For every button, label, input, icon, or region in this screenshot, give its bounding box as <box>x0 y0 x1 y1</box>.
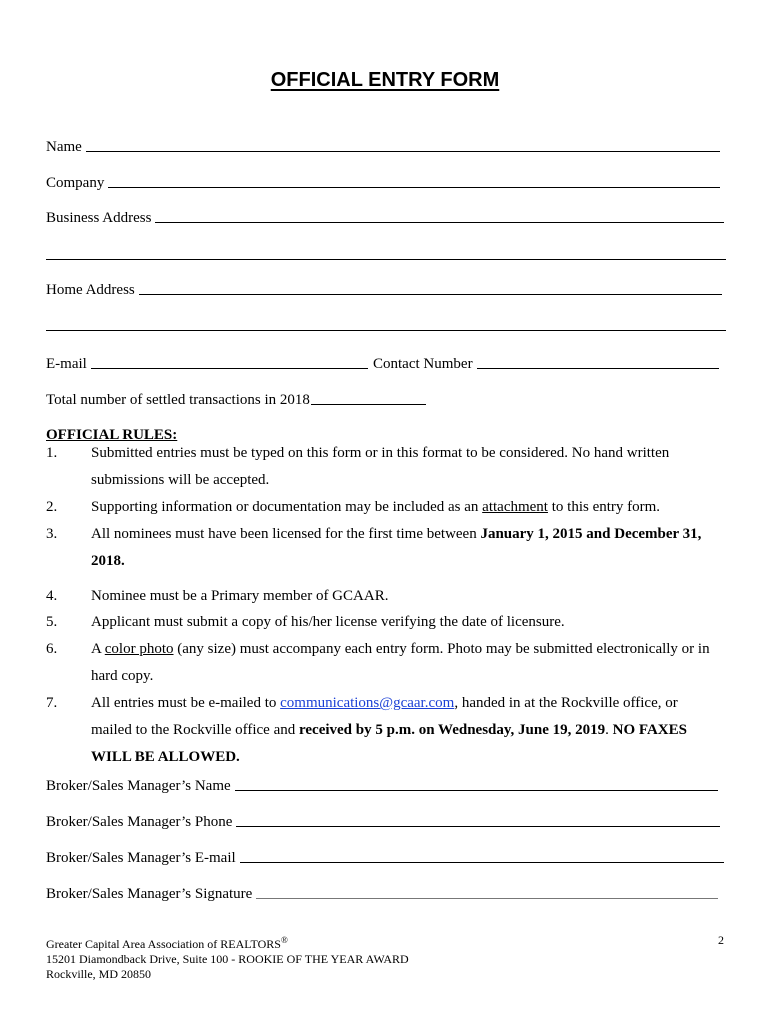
footer-address <box>46 933 409 982</box>
company-line[interactable] <box>108 187 720 188</box>
footer-street: 15201 Diamondback Drive, Suite 100 - ROOKIE OF THE YEAR AWARD <box>46 952 409 966</box>
business-address-line-2[interactable] <box>46 259 726 260</box>
home-address-label: Home Address <box>46 282 135 298</box>
contact-number-label: Contact Number <box>373 356 473 372</box>
license-dates: January 1, 2015 and December 31, 2018. <box>91 526 702 569</box>
business-address-line[interactable] <box>155 222 724 223</box>
deadline-text: received by 5 p.m. on Wednesday, June 19, 2019 <box>299 722 606 738</box>
broker-phone-field[interactable] <box>46 813 720 831</box>
rule-number: 1. <box>46 445 58 461</box>
company-label: Company <box>46 175 105 191</box>
rule-text: Submitted entries must be typed on this form or in this format to be considered. No hand written submissions will be accepted. <box>91 445 670 488</box>
rules-heading: OFFICIAL RULES: <box>46 427 178 443</box>
rule-text: Applicant must submit a copy of his/her license verifying the date of licensure. <box>91 614 565 630</box>
page-number: 2 <box>718 933 724 947</box>
transactions-line[interactable] <box>311 404 426 405</box>
no-faxes-text: NO FAXES WILL BE ALLOWED. <box>91 722 687 765</box>
email-label: E-mail <box>46 356 87 372</box>
footer-city: Rockville, MD 20850 <box>46 967 151 981</box>
business-address-label: Business Address <box>46 210 152 226</box>
company-field[interactable] <box>46 174 720 192</box>
name-field[interactable] <box>46 138 720 156</box>
home-address-field[interactable] <box>46 281 722 299</box>
name-label: Name <box>46 139 82 155</box>
contact-number-line[interactable] <box>477 368 719 369</box>
broker-signature-line[interactable] <box>256 898 718 899</box>
email-field[interactable] <box>46 355 368 373</box>
rule-text: Nominee must be a Primary member of GCAAR. <box>91 588 389 604</box>
contact-number-field[interactable] <box>373 355 719 373</box>
broker-phone-line[interactable] <box>236 826 720 827</box>
rule-number: 7. <box>46 695 58 711</box>
registered-mark: ® <box>280 935 288 945</box>
rule-number: 2. <box>46 499 58 515</box>
home-address-line-2[interactable] <box>46 330 726 331</box>
form-title: OFFICIAL ENTRY FORM <box>270 69 500 91</box>
rule-number: 4. <box>46 588 58 604</box>
broker-email-label: Broker/Sales Manager’s E-mail <box>46 850 236 866</box>
rule-number: 3. <box>46 526 58 542</box>
attachment-text: attachment <box>482 499 548 515</box>
name-line[interactable] <box>86 151 720 152</box>
broker-name-line[interactable] <box>235 790 718 791</box>
footer-org: Greater Capital Area Association of REALTORS <box>46 937 281 951</box>
rule-text: Supporting information or documentation may be included as an attachment to this entry form. <box>91 499 661 515</box>
rule-text: All nominees must have been licensed for the first time between January 1, 2015 and December 31, 2018. <box>91 526 702 569</box>
rule-number: 5. <box>46 614 58 630</box>
broker-name-field[interactable] <box>46 777 718 795</box>
transactions-field[interactable] <box>46 391 426 409</box>
broker-signature-label: Broker/Sales Manager’s Signature <box>46 886 253 902</box>
rule-text: A color photo (any size) must accompany each entry form. Photo may be submitted electronically or in hard copy. <box>91 641 710 684</box>
broker-phone-label: Broker/Sales Manager’s Phone <box>46 814 233 830</box>
broker-signature-field[interactable] <box>46 885 718 903</box>
business-address-field[interactable] <box>46 209 724 227</box>
rule-text: All entries must be e-mailed to communications@gcaar.com, handed in at the Rockville office, or mailed to the Rockville office and received by 5 p.m. on Wednesday, June 19, 2019. NO FAXES WILL BE ALLOWED. <box>91 695 687 765</box>
home-address-line[interactable] <box>139 294 722 295</box>
rule-number: 6. <box>46 641 58 657</box>
transactions-label: Total number of settled transactions in 2018 <box>46 392 310 408</box>
email-link[interactable]: communications@gcaar.com <box>280 695 455 711</box>
broker-email-line[interactable] <box>240 862 724 863</box>
email-line[interactable] <box>91 368 368 369</box>
color-photo-text: color photo <box>104 641 174 657</box>
broker-email-field[interactable] <box>46 849 724 867</box>
broker-name-label: Broker/Sales Manager’s Name <box>46 778 231 794</box>
